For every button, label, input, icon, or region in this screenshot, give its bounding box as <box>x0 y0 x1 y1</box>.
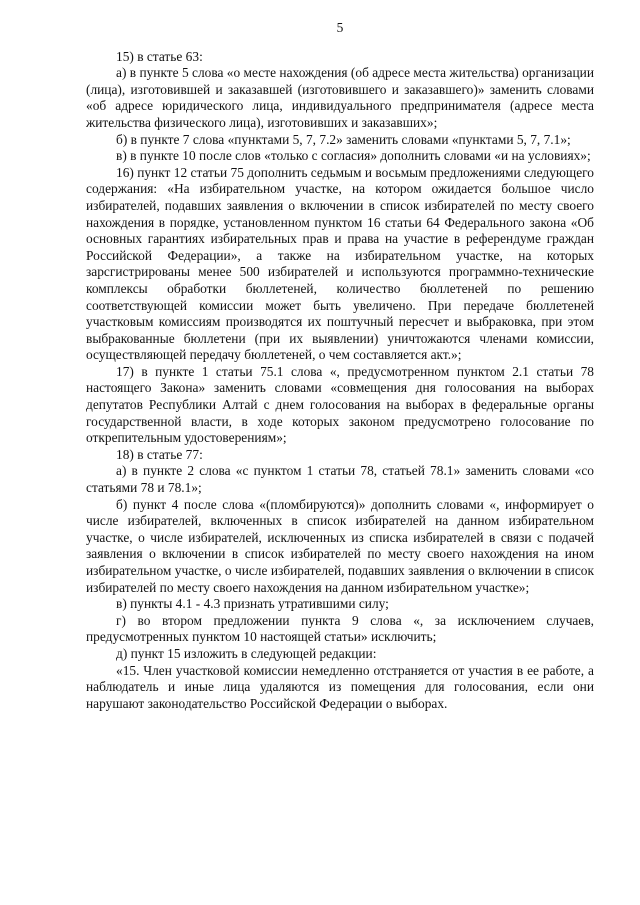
paragraph-item-15b: б) в пункте 7 слова «пунктами 5, 7, 7.2» заменить словами «пунктами 5, 7, 7.1»; <box>116 131 571 147</box>
paragraph-item-15-new-text: «15. Член участковой комиссии немедленно отстраняется от участия в ее работе, а наблюдатель и иные лица удаляются из помещения для голосования, если они нарушают законодательство Российской Федерации о выборах. <box>86 662 594 711</box>
paragraph-item-15v: в) в пункте 10 после слов «только с согласия» дополнить словами «и на условиях»; <box>116 148 591 164</box>
paragraph-item-18g: г) во втором предложении пункта 9 слова «, за исключением случаев, предусмотренных пунктом 10 настоящей статьи» исключить; <box>86 612 594 645</box>
paragraph-item-18d: д) пункт 15 изложить в следующей редакции: <box>116 645 377 661</box>
paragraph-item-16: 16) пункт 12 статьи 75 дополнить седьмым и восьмым предложениями следующего содержания: «На избирательном участке, на котором ожидается большое число избирателей, подавших заявления о включении в список избирателей по месту своего нахождения в порядке, установленном пунктом 16 статьи 64 Федерального закона «Об основных гарантиях избирательных прав и права на участие в референдуме граждан Российской Федерации», а также на избирательном участке, на которых зарсгистрированы менее 500 избирателей и используются программно-технические комплексы обработки бюллетеней, количество бюллетеней по решению соответствующей комиссии может быть увеличено. При передаче бюллетеней участковым комиссиям производятся их поштучный пересчет и выбраковка, при этом выбракованные бюллетени (при их выявлении) уничтожаются членами комиссии, осуществляющей передачу бюллетеней, о чем составляется акт.»; <box>86 164 594 363</box>
paragraph-item-18b: б) пункт 4 после слова «(пломбируются)» дополнить словами «, информирует о числе избирателей, включенных в список избирателей на данном избирательном участке, о числе избирателей, исключенных из списка избирателей в связи с подачей заявления о включении в список избирателей по месту своего нахождения на ином избирательном участке, о числе избирателей, подавших заявления о включении в список избирателей по месту своего нахождения на данном избирательном участке»; <box>86 496 594 595</box>
paragraph-item-18a: а) в пункте 2 слова «с пунктом 1 статьи 78, статьей 78.1» заменить словами «со статьями 78 и 78.1»; <box>86 463 594 496</box>
paragraph-item-17: 17) в пункте 1 статьи 75.1 слова «, предусмотренном пунктом 2.1 статьи 78 настоящего Закона» заменить словами «совмещения дня голосования на выборах депутатов Республики Алтай с днем голосования на выборах в федеральные органы государственной власти, в ходе которых законом предусмотрено голосование по открепительным удостоверениям»; <box>86 363 594 446</box>
paragraph-item-18v: в) пункты 4.1 - 4.3 признать утратившими силу; <box>116 596 389 612</box>
paragraph-item-15a: а) в пункте 5 слова «о месте нахождения (об адресе места жительства) организации (лица), изготовившей и заказавшей (изготовившего и заказавшего)» заменить словами «об адресе юридического лица, индивидуального предпринимателя (адресе места жительства физического лица), изготовивших и заказавших»; <box>86 65 594 130</box>
paragraph-item-15: 15) в статье 63: <box>116 48 203 64</box>
page-number: 5 <box>336 20 344 35</box>
paragraph-item-18: 18) в статье 77: <box>116 446 203 462</box>
